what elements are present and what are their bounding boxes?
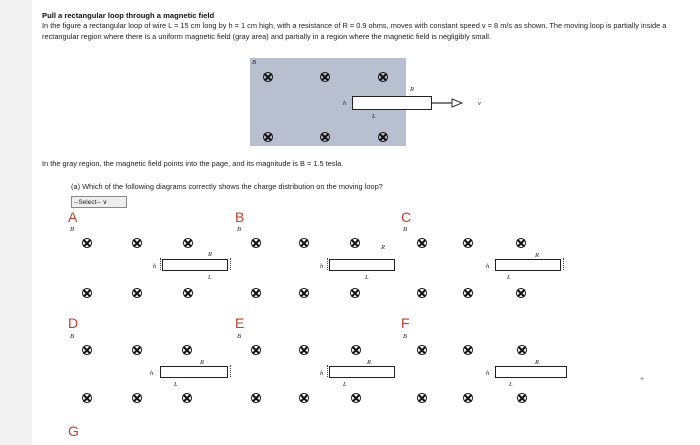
resistor-label: R [200, 359, 204, 366]
field-into-page-icon [251, 288, 261, 298]
field-into-page-icon [351, 393, 361, 403]
charge-dots [327, 258, 328, 270]
loop-height-label: h [343, 100, 347, 107]
field-into-page-icon [132, 288, 142, 298]
field-into-page-icon [463, 345, 473, 355]
field-statement: In the gray region, the magnetic field points into the page, and its magnitude is B = 1.5 tesla. [42, 159, 344, 168]
field-into-page-icon [299, 345, 309, 355]
field-into-page-icon [320, 72, 330, 82]
field-label-b: B [70, 333, 74, 340]
wire-loop [329, 366, 395, 378]
field-into-page-icon [299, 238, 309, 248]
charge-dots [327, 365, 328, 377]
field-label-b: B [403, 333, 407, 340]
field-into-page-icon [417, 288, 427, 298]
field-label-b: B [252, 59, 256, 66]
field-into-page-icon [183, 238, 193, 248]
field-into-page-icon [516, 238, 526, 248]
charge-dots [230, 258, 231, 270]
field-into-page-icon [182, 345, 192, 355]
option-b-label: B [235, 209, 245, 225]
field-into-page-icon [350, 238, 360, 248]
loop-height-label: h [320, 263, 324, 270]
loop-length-label: L [208, 274, 212, 281]
field-into-page-icon [517, 345, 527, 355]
loop-length-label: L [365, 274, 369, 281]
field-into-page-icon [263, 132, 273, 142]
loop-height-label: h [486, 370, 490, 377]
field-into-page-icon [463, 393, 473, 403]
charge-dots [563, 258, 564, 270]
wire-loop [329, 259, 395, 271]
field-into-page-icon [463, 238, 473, 248]
loop-height-label: h [486, 263, 490, 270]
loop-length-label: L [507, 274, 511, 281]
field-into-page-icon [263, 72, 273, 82]
field-into-page-icon [417, 345, 427, 355]
main-figure [250, 58, 490, 148]
option-e-diagram[interactable] [235, 333, 403, 413]
field-into-page-icon [82, 393, 92, 403]
field-into-page-icon [417, 393, 427, 403]
field-into-page-icon [351, 345, 361, 355]
wire-loop [160, 366, 228, 378]
loop-height-label: h [150, 370, 154, 377]
option-d-diagram[interactable] [68, 333, 236, 413]
field-into-page-icon [320, 132, 330, 142]
loop-length-label: L [372, 113, 376, 120]
wire-loop [495, 259, 561, 271]
question-a: (a) Which of the following diagrams correctly shows the charge distribution on the moving loop? [71, 182, 383, 191]
velocity-arrow-icon [432, 98, 464, 108]
option-a-label: A [68, 209, 78, 225]
wire-loop [352, 96, 432, 110]
option-e-label: E [235, 315, 245, 331]
resistor-label: R [535, 359, 539, 366]
plus-marker: + [640, 376, 645, 383]
option-c-diagram[interactable] [401, 226, 571, 306]
field-into-page-icon [82, 288, 92, 298]
field-into-page-icon [350, 288, 360, 298]
field-into-page-icon [182, 393, 192, 403]
field-into-page-icon [132, 393, 142, 403]
option-f-diagram[interactable] [401, 333, 571, 413]
loop-length-label: L [509, 381, 513, 388]
charge-dots [230, 365, 231, 377]
loop-height-label: h [320, 370, 324, 377]
resistor-label: R [410, 86, 414, 93]
loop-length-label: L [343, 381, 347, 388]
option-c-label: C [401, 209, 412, 225]
field-into-page-icon [251, 393, 261, 403]
field-into-page-icon [132, 238, 142, 248]
field-label-b: B [237, 333, 241, 340]
option-a-diagram[interactable] [68, 226, 236, 306]
wire-loop [495, 366, 567, 378]
field-label-b: B [403, 226, 407, 233]
field-label-b: B [237, 226, 241, 233]
option-b-diagram[interactable] [235, 226, 403, 306]
field-into-page-icon [378, 132, 388, 142]
velocity-label: v [478, 100, 481, 107]
field-into-page-icon [251, 238, 261, 248]
resistor-label: R [208, 251, 212, 258]
loop-length-label: L [174, 381, 178, 388]
field-into-page-icon [378, 72, 388, 82]
answer-select[interactable]: --Select-- ∨ [71, 196, 127, 208]
field-into-page-icon [132, 345, 142, 355]
problem-title: Pull a rectangular loop through a magnetic field [42, 11, 215, 20]
field-into-page-icon [417, 238, 427, 248]
option-g-label: G [68, 423, 79, 439]
field-into-page-icon [251, 345, 261, 355]
field-into-page-icon [299, 393, 309, 403]
field-into-page-icon [299, 288, 309, 298]
field-into-page-icon [183, 288, 193, 298]
wire-loop [162, 259, 228, 271]
field-into-page-icon [517, 393, 527, 403]
option-f-label: F [401, 315, 410, 331]
option-d-label: D [68, 315, 79, 331]
field-label-b: B [70, 226, 74, 233]
resistor-label: R [367, 359, 371, 366]
field-into-page-icon [463, 288, 473, 298]
resistor-label: R [381, 244, 385, 251]
field-into-page-icon [82, 238, 92, 248]
field-into-page-icon [516, 288, 526, 298]
field-into-page-icon [82, 345, 92, 355]
resistor-label: R [535, 252, 539, 259]
loop-height-label: h [153, 263, 157, 270]
problem-description: In the figure a rectangular loop of wire L = 15 cm long by h = 1 cm high, with a resistance of R = 0.9 ohms, moves with constant speed v = 8 m/s as shown. The moving loop is partially inside a rectangular region where there is a uniform magnetic field (gray area) and partially in a region where the magnetic field is negligibly small. [42, 21, 667, 41]
charge-dots [160, 258, 161, 270]
